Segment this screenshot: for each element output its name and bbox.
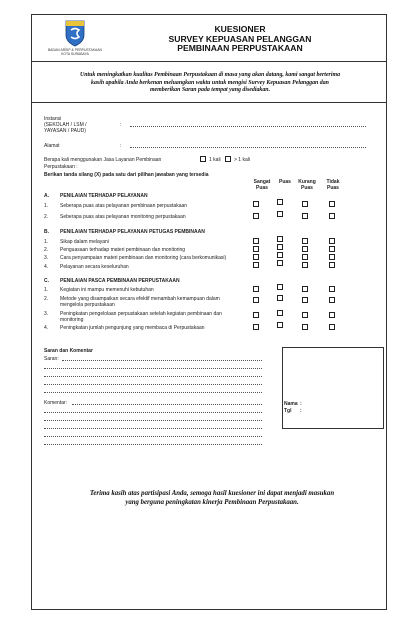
section-b-letter: B. (44, 229, 49, 235)
section-a-title: PENILAIAN TERHADAP PELAYANAN (60, 193, 148, 199)
saran-line-5[interactable] (44, 392, 262, 393)
a1-tidak-puas-checkbox[interactable] (329, 201, 335, 207)
visit-once-checkbox[interactable] (200, 156, 206, 162)
c4-text: Peningkatan jumlah pengunjung yang membaca di Perpustakaan (60, 325, 205, 331)
c2-num: 2. (44, 296, 49, 302)
b4-kurang-puas-checkbox[interactable] (302, 262, 308, 268)
alamat-label: Alamat (44, 143, 60, 149)
logo-line2: KOTA SURABAYA (61, 52, 89, 56)
a2-kurang-puas-checkbox[interactable] (302, 213, 308, 219)
section-b-title: PENILAIAN TERHADAP PELAYANAN PETUGAS PEMBINAAN (60, 229, 205, 235)
visit-multiple-label: > 1 kali (234, 157, 250, 163)
b3-num: 3. (44, 255, 49, 261)
c4-puas-checkbox[interactable] (277, 322, 283, 328)
b3-sangat-puas-checkbox[interactable] (253, 254, 259, 260)
saran-heading: Saran dan Komentar (44, 348, 93, 354)
c3-tidak-puas-checkbox[interactable] (329, 312, 335, 318)
c3-text-line2: monitoring (60, 317, 84, 323)
c2-sangat-puas-checkbox[interactable] (253, 297, 259, 303)
saran-line-3[interactable] (44, 376, 262, 377)
b4-tidak-puas-checkbox[interactable] (329, 262, 335, 268)
b3-tidak-puas-checkbox[interactable] (329, 254, 335, 260)
col-sangat-puas-line2: Puas (256, 185, 268, 191)
section-a-letter: A. (44, 193, 49, 199)
b2-num: 2. (44, 247, 49, 253)
c1-kurang-puas-checkbox[interactable] (302, 286, 308, 292)
komentar-label: Komentar: (44, 400, 68, 406)
saran-label: Saran: (44, 356, 59, 362)
b1-sangat-puas-checkbox[interactable] (253, 238, 259, 244)
c1-text: Kegiatan ini mampu memenuhi kebutuhan (60, 287, 154, 293)
col-puas: Puas (279, 179, 291, 185)
tgl-colon: : (300, 408, 302, 414)
b1-puas-checkbox[interactable] (277, 236, 283, 242)
b2-puas-checkbox[interactable] (277, 244, 283, 250)
c2-text-line1: Metode yang disampaikan secara efektif menambah kemampuan dalam (60, 296, 220, 302)
visit-once-label: 1 kali (209, 157, 221, 163)
col-tidak-puas-line2: Puas (327, 185, 339, 191)
a1-kurang-puas-checkbox[interactable] (302, 201, 308, 207)
c1-tidak-puas-checkbox[interactable] (329, 286, 335, 292)
title-line1: KUESIONER (214, 24, 266, 34)
a2-puas-checkbox[interactable] (277, 211, 283, 217)
title-line2: SURVEY KEPUASAN PELANGGAN (168, 33, 312, 44)
saran-line-4[interactable] (44, 384, 262, 385)
c4-sangat-puas-checkbox[interactable] (253, 324, 259, 330)
b2-kurang-puas-checkbox[interactable] (302, 246, 308, 252)
a1-puas-checkbox[interactable] (277, 199, 283, 205)
b3-kurang-puas-checkbox[interactable] (302, 254, 308, 260)
saran-line-1[interactable] (62, 360, 262, 361)
komentar-line-4[interactable] (44, 428, 262, 429)
visit-question-line2: Perpustakaan : (44, 164, 78, 170)
col-tidak-puas-line1: Tidak (326, 179, 340, 185)
section-c-title: PENILAIAN PASCA PEMBINAAN PERPUSTAKAAN (60, 278, 180, 284)
b4-puas-checkbox[interactable] (277, 260, 283, 266)
page-title (140, 25, 340, 54)
c3-puas-checkbox[interactable] (277, 310, 283, 316)
col-kurang-puas-line2: Puas (301, 185, 313, 191)
instansi-input[interactable] (130, 126, 366, 127)
shield-logo-icon (64, 20, 86, 47)
c1-sangat-puas-checkbox[interactable] (253, 286, 259, 292)
instansi-sub2: YAYASAN / PAUD) (44, 128, 86, 134)
thank-you-message: Terima kasih atas partisipasi Anda, semoga hasil kuesioner ini dapat menjadi masukan yang berguna peningkatan kinerja Pembinaan Perpustakaan. (89, 490, 335, 506)
c2-tidak-puas-checkbox[interactable] (329, 297, 335, 303)
c1-puas-checkbox[interactable] (277, 284, 283, 290)
a2-num: 2. (44, 214, 49, 220)
signature-box[interactable] (282, 347, 384, 429)
a2-sangat-puas-checkbox[interactable] (253, 213, 259, 219)
agency-logo (45, 20, 105, 60)
logo-line1: BADAN ARSIP & PERPUSTAKAAN (48, 48, 102, 52)
questionnaire-frame (31, 14, 387, 610)
intro-text: Untuk meningkatkan kualitas Pembinaan Perpustakaan di masa yang akan datang, kami sangat berterima kasih apabila Anda berkenan meluangkan waktu untuk mengisi Survey Kepuasan Pelanggan dan memberikan Saran pada tempat yang disediakan. (79, 72, 341, 94)
c4-kurang-puas-checkbox[interactable] (302, 324, 308, 330)
c2-text-line2: mengelola perpustakaan (60, 302, 115, 308)
b4-text: Pelayanan secara keseluruhan (60, 264, 129, 270)
instansi-label: Instansi (44, 116, 62, 122)
instansi-sub1: (SEKOLAH / LSM / (44, 122, 87, 128)
header (32, 15, 386, 62)
a1-sangat-puas-checkbox[interactable] (253, 201, 259, 207)
b3-text: Cara penyampaian materi pembinaan dan monitoring (cara berkomunikasi) (60, 255, 227, 261)
b4-sangat-puas-checkbox[interactable] (253, 262, 259, 268)
b4-num: 4. (44, 264, 49, 270)
b2-sangat-puas-checkbox[interactable] (253, 246, 259, 252)
title-line3: PEMBINAAN PERPUSTAKAAN (177, 43, 303, 53)
b1-kurang-puas-checkbox[interactable] (302, 238, 308, 244)
komentar-line-5[interactable] (44, 436, 262, 437)
instruction-text: Berikan tanda silang (X) pada satu dari pilihan jawaban yang tersedia (44, 172, 209, 178)
c2-kurang-puas-checkbox[interactable] (302, 297, 308, 303)
c4-num: 4. (44, 325, 49, 331)
komentar-line-1[interactable] (72, 404, 262, 405)
b2-tidak-puas-checkbox[interactable] (329, 246, 335, 252)
section-c-letter: C. (44, 278, 49, 284)
nama-label: Nama (284, 401, 298, 407)
tgl-label: Tgl (284, 408, 292, 414)
c1-num: 1. (44, 287, 49, 293)
instansi-colon: : (120, 122, 122, 128)
col-kurang-puas-line1: Kurang (298, 179, 316, 185)
a1-num: 1. (44, 203, 49, 209)
a2-text: Seberapa puas atas pelayanan monitoring perpustakaan (60, 214, 186, 220)
komentar-line-6[interactable] (44, 444, 262, 445)
b2-text: Penguasaan terhadap materi pembinaan dan monitoring (60, 247, 186, 253)
b1-text: Sikap dalam melayani (60, 239, 109, 245)
komentar-line-2[interactable] (44, 412, 262, 413)
b1-num: 1. (44, 239, 49, 245)
c3-text-line1: Peningkatan pengelolaan perpustakaan setelah kegiatan pembinaan dan (60, 311, 222, 317)
visit-question-line1: Berapa kali menggunakan Jasa Layanan Pembinaan (44, 157, 162, 163)
a2-tidak-puas-checkbox[interactable] (329, 213, 335, 219)
alamat-input[interactable] (130, 147, 366, 148)
a1-text: Seberapa puas atas pelayanan pembinaan perpustakaan (60, 203, 188, 209)
komentar-line-3[interactable] (44, 420, 262, 421)
intro-section (32, 62, 386, 103)
col-sangat-puas-line1: Sangat (253, 179, 271, 185)
b1-tidak-puas-checkbox[interactable] (329, 238, 335, 244)
visit-multiple-checkbox[interactable] (225, 156, 231, 162)
saran-line-2[interactable] (44, 368, 262, 369)
alamat-colon: : (120, 143, 122, 149)
nama-colon: : (300, 401, 302, 407)
c2-puas-checkbox[interactable] (277, 295, 283, 301)
c3-num: 3. (44, 311, 49, 317)
b3-puas-checkbox[interactable] (277, 252, 283, 258)
c4-tidak-puas-checkbox[interactable] (329, 324, 335, 330)
c3-sangat-puas-checkbox[interactable] (253, 312, 259, 318)
c3-kurang-puas-checkbox[interactable] (302, 312, 308, 318)
